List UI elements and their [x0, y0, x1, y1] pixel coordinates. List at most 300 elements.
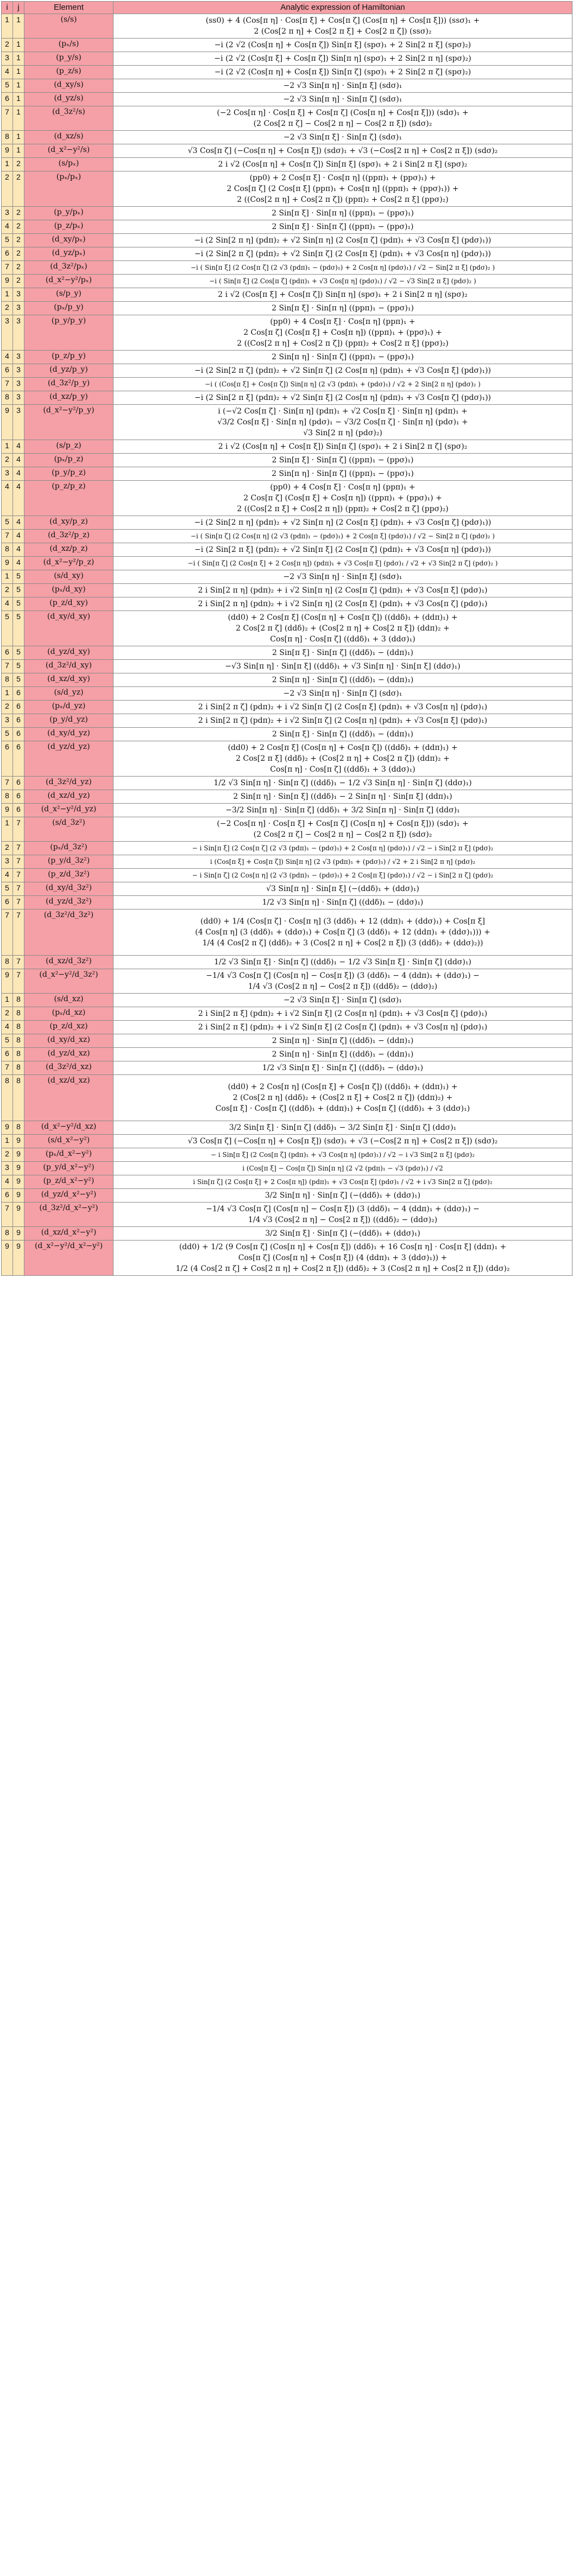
- row-i: 4: [2, 1175, 13, 1189]
- table-row: [2, 584, 572, 597]
- row-j: 5: [13, 646, 24, 660]
- table-row: [2, 1241, 572, 1276]
- row-i: 6: [2, 1189, 13, 1203]
- row-element: (d_yz/d_3z²): [24, 896, 114, 909]
- table-row: [2, 673, 572, 687]
- table-row: [2, 52, 572, 66]
- row-j: 4: [13, 516, 24, 530]
- row-expression: 2 i Sin[2 π ζ] (pdπ)₂ + i √2 Sin[π ζ] (2 Cos[π ξ] (pdπ)₁ + √3 Cos[π η] (pdσ)₁): [114, 701, 572, 714]
- row-i: 6: [2, 646, 13, 660]
- row-i: 5: [2, 516, 13, 530]
- table-row: [2, 454, 572, 467]
- row-j: 8: [13, 1021, 24, 1034]
- row-expression: −2 √3 Sin[π η] · Sin[π ξ] (sdσ)₁: [114, 79, 572, 93]
- row-element: (d_xy/s): [24, 79, 114, 93]
- row-j: 6: [13, 701, 24, 714]
- table-row: [2, 302, 572, 315]
- row-expression: 2 i √2 (Cos[π ξ] + Cos[π ζ]) Sin[π η] (spσ)₁ + 2 i Sin[2 π η] (spσ)₂: [114, 288, 572, 302]
- row-element: (d_3z²/d_3z²): [24, 909, 114, 956]
- row-element: (d_3z²/p_z): [24, 530, 114, 543]
- row-element: (s/p_z): [24, 440, 114, 454]
- row-element: (p_y/d_3z²): [24, 855, 114, 869]
- row-element: (d_xy/p_z): [24, 516, 114, 530]
- row-expression: −1/4 √3 Cos[π ζ] (Cos[π η] − Cos[π ξ]) (3 (ddδ)₁ − 4 (ddπ)₁ + (ddσ)₁) − 1/4 √3 (Cos[2 π η] − Cos[2 π ξ]) ((ddδ)₂ − (ddσ)₂): [114, 969, 572, 994]
- row-i: 1: [2, 14, 13, 39]
- row-expression: −2 √3 Sin[π ξ] · Sin[π ζ] (sdσ)₁: [114, 131, 572, 144]
- table-row: [2, 660, 572, 673]
- row-i: 8: [2, 543, 13, 557]
- row-j: 8: [13, 1048, 24, 1061]
- row-i: 1: [2, 288, 13, 302]
- row-expression: √3 Cos[π ζ] (−Cos[π η] + Cos[π ξ]) (sdσ)₁ + √3 (−Cos[2 π η] + Cos[2 π ξ]) (sdσ)₂: [114, 144, 572, 158]
- row-j: 3: [13, 364, 24, 378]
- row-j: 9: [13, 1203, 24, 1227]
- row-element: (d_3z²/p_y): [24, 378, 114, 391]
- row-element: (p_z/s): [24, 66, 114, 79]
- row-expression: 2 i Sin[2 π η] (pdπ)₂ + i √2 Sin[π η] (2 Cos[π ζ] (pdπ)₁ + √3 Cos[π ξ] (pdσ)₁): [114, 584, 572, 597]
- row-i: 2: [2, 701, 13, 714]
- row-element: (d_xy/d_3z²): [24, 882, 114, 896]
- row-element: (s/d_xy): [24, 570, 114, 584]
- row-i: 3: [2, 52, 13, 66]
- row-i: 6: [2, 741, 13, 777]
- row-i: 7: [2, 909, 13, 956]
- table-row: [2, 646, 572, 660]
- row-element: (pₓ/d_xy): [24, 584, 114, 597]
- row-j: 9: [13, 1189, 24, 1203]
- row-expression: 2 i Sin[2 π ξ] (pdπ)₂ + i √2 Sin[π ξ] (2 Cos[π η] (pdπ)₁ + √3 Cos[π ζ] (pdσ)₁): [114, 1007, 572, 1021]
- row-j: 1: [13, 79, 24, 93]
- row-i: 2: [2, 1007, 13, 1021]
- row-j: 4: [13, 557, 24, 570]
- header-j: j: [13, 2, 24, 14]
- row-j: 6: [13, 804, 24, 817]
- row-i: 4: [2, 869, 13, 882]
- row-j: 7: [13, 855, 24, 869]
- table-row: [2, 144, 572, 158]
- row-element: (d_yz/d_x²−y²): [24, 1189, 114, 1203]
- row-element: (d_yz/p_y): [24, 364, 114, 378]
- table-row: [2, 39, 572, 52]
- row-expression: 2 Sin[π ξ] · Sin[π ζ] ((ddδ)₁ − (ddπ)₁): [114, 646, 572, 660]
- row-j: 5: [13, 597, 24, 611]
- row-j: 6: [13, 714, 24, 728]
- row-element: (p_z/pₓ): [24, 220, 114, 234]
- row-i: 7: [2, 777, 13, 790]
- row-expression: −i (2 Sin[2 π ξ] (pdπ)₂ + √2 Sin[π ξ] (2 Cos[π η] (pdπ)₁ + √3 Cos[π ζ] (pdσ)₁)): [114, 391, 572, 405]
- row-element: (s/p_y): [24, 288, 114, 302]
- row-element: (d_3z²/d_x²−y²): [24, 1203, 114, 1227]
- row-expression: −i (2 √2 (Cos[π ξ] + Cos[π ζ]) Sin[π η] (spσ)₁ + 2 Sin[2 π η] (spσ)₂): [114, 52, 572, 66]
- row-element: (p_y/s): [24, 52, 114, 66]
- row-i: 3: [2, 855, 13, 869]
- table-row: [2, 570, 572, 584]
- row-expression: 3/2 Sin[π ξ] · Sin[π ζ] (−(ddδ)₁ + (ddσ)₁): [114, 1227, 572, 1241]
- table-row: [2, 855, 572, 869]
- row-i: 1: [2, 817, 13, 842]
- row-i: 6: [2, 896, 13, 909]
- row-element: (p_y/d_yz): [24, 714, 114, 728]
- row-j: 1: [13, 131, 24, 144]
- row-element: (p_y/p_y): [24, 315, 114, 351]
- row-i: 7: [2, 1061, 13, 1075]
- row-expression: −i ( Sin[π ξ] (2 Cos[π ζ] (pdπ)₁ + √3 Cos[π η] (pdσ)₁) / √2 − √3 Sin[2 π ξ] (pdσ)₂ ): [114, 275, 572, 288]
- table-row: [2, 1135, 572, 1148]
- row-i: 4: [2, 481, 13, 516]
- row-element: (pₓ/d_3z²): [24, 842, 114, 855]
- hamiltonian-table: [1, 1, 572, 1276]
- row-expression: i (Cos[π ξ] − Cos[π ζ]) Sin[π η] (2 √2 (pdπ)₁ − √3 (pdσ)₁) / √2: [114, 1162, 572, 1175]
- row-j: 7: [13, 956, 24, 969]
- table-row: [2, 131, 572, 144]
- row-expression: 2 i √2 (Cos[π η] + Cos[π ζ]) Sin[π ξ] (spσ)₁ + 2 i Sin[2 π ξ] (spσ)₂: [114, 158, 572, 171]
- table-row: [2, 1061, 572, 1075]
- row-expression: − i Sin[π ξ] (2 Cos[π ζ] (2 √3 (pdπ)₁ − (pdσ)₁) + 2 Cos[π η] (pdσ)₁) / √2 − i Sin[2 π ξ] (pdσ)₂: [114, 842, 572, 855]
- table-row: [2, 315, 572, 351]
- table-row: [2, 1121, 572, 1135]
- row-j: 7: [13, 869, 24, 882]
- table-row: [2, 969, 572, 994]
- row-expression: −i (2 √2 (Cos[π η] + Cos[π ζ]) Sin[π ξ] (spσ)₁ + 2 Sin[2 π ξ] (spσ)₂): [114, 39, 572, 52]
- row-i: 3: [2, 207, 13, 220]
- row-j: 9: [13, 1227, 24, 1241]
- row-i: 7: [2, 1203, 13, 1227]
- row-expression: −i (2 Sin[2 π ζ] (pdπ)₂ + √2 Sin[π ζ] (2 Cos[π ξ] (pdπ)₁ + √3 Cos[π η] (pdσ)₁)): [114, 247, 572, 261]
- row-i: 2: [2, 39, 13, 52]
- row-j: 9: [13, 1175, 24, 1189]
- row-i: 2: [2, 584, 13, 597]
- row-element: (d_xz/p_y): [24, 391, 114, 405]
- row-expression: −3/2 Sin[π η] · Sin[π ζ] (ddδ)₁ + 3/2 Sin[π η] · Sin[π ζ] (ddσ)₁: [114, 804, 572, 817]
- row-j: 1: [13, 39, 24, 52]
- row-expression: −i ( (Cos[π ξ] + Cos[π ζ]) Sin[π η] (2 √3 (pdπ)₁ + (pdσ)₁) / √2 + 2 Sin[2 π η] (pdσ)₂ ): [114, 378, 572, 391]
- row-expression: −2 √3 Sin[π η] · Sin[π ζ] (sdσ)₁: [114, 687, 572, 701]
- row-j: 8: [13, 1007, 24, 1021]
- table-row: [2, 351, 572, 364]
- row-expression: i (Cos[π ξ] + Cos[π ζ]) Sin[π η] (2 √3 (pdπ)₁ + (pdσ)₁) / √2 + 2 i Sin[2 π η] (pdσ)₂: [114, 855, 572, 869]
- row-i: 2: [2, 1148, 13, 1162]
- row-expression: −i (2 √2 (Cos[π η] + Cos[π ξ]) Sin[π ζ] (spσ)₁ + 2 Sin[2 π ζ] (spσ)₂): [114, 66, 572, 79]
- table-row: [2, 234, 572, 247]
- row-element: (pₓ/d_xz): [24, 1007, 114, 1021]
- row-j: 2: [13, 171, 24, 207]
- row-i: 5: [2, 79, 13, 93]
- table-row: [2, 1021, 572, 1034]
- table-row: [2, 275, 572, 288]
- row-expression: i (−√2 Cos[π ζ] · Sin[π η] (pdπ)₁ + √2 Cos[π ξ] · Sin[π η] (pdπ)₁ + √3/2 Cos[π ξ] · Sin[π η] (pdσ)₁ − √3/2 Cos[π ζ] · Sin[π η] (pdσ)₁ + √3 Sin[2 π η] (pdσ)₂): [114, 405, 572, 440]
- row-expression: 2 i Sin[2 π ζ] (pdπ)₂ + i √2 Sin[π ζ] (2 Cos[π η] (pdπ)₁ + √3 Cos[π ξ] (pdσ)₁): [114, 714, 572, 728]
- row-expression: 2 Sin[π η] · Sin[π ζ] ((ppπ)₁ − (ppσ)₁): [114, 351, 572, 364]
- row-expression: (dd0) + 1/2 (9 Cos[π ζ] (Cos[π η] + Cos[π ξ]) (ddδ)₁ + 16 Cos[π η] · Cos[π ξ] (ddπ)₁ + Cos[π ζ] (Cos[π η] + Cos[π ξ]) (4 (ddπ)₁ + 3 (ddσ)₁)) + 1/2 (4 Cos[2 π ζ] + Cos[2 π η] + Cos[2 π ξ]) (ddδ)₂ + 3 (Cos[2 π η] + Cos[2 π ξ]) (ddσ)₂: [114, 1241, 572, 1276]
- row-expression: 2 Sin[π ξ] · Sin[π ζ] ((ppπ)₁ − (ppσ)₁): [114, 454, 572, 467]
- row-expression: −√3 Sin[π η] · Sin[π ξ] ((ddδ)₁ + √3 Sin[π η] · Sin[π ξ] (ddσ)₁): [114, 660, 572, 673]
- table-row: [2, 93, 572, 106]
- row-j: 2: [13, 207, 24, 220]
- row-j: 1: [13, 52, 24, 66]
- row-j: 8: [13, 1034, 24, 1048]
- row-expression: − i Sin[π ξ] (2 Cos[π ζ] (pdπ)₁ + √3 Cos[π η] (pdσ)₁) / √2 − i √3 Sin[2 π ξ] (pdσ)₂: [114, 1148, 572, 1162]
- row-j: 2: [13, 234, 24, 247]
- header-element: Element: [24, 2, 114, 14]
- row-expression: 2 Sin[π ξ] · Sin[π ζ] ((ddδ)₁ − (ddπ)₁): [114, 728, 572, 741]
- row-expression: (−2 Cos[π η] · Cos[π ξ] + Cos[π ζ] (Cos[π η] + Cos[π ξ])) (sdσ)₁ + (2 Cos[2 π ζ] − Cos[2 π η] − Cos[2 π ξ]) (sdσ)₂: [114, 817, 572, 842]
- table-row: [2, 207, 572, 220]
- table-row: [2, 896, 572, 909]
- row-element: (d_3z²/d_xy): [24, 660, 114, 673]
- row-i: 2: [2, 171, 13, 207]
- row-element: (pₓ/d_x²−y²): [24, 1148, 114, 1162]
- row-i: 4: [2, 1021, 13, 1034]
- row-i: 7: [2, 378, 13, 391]
- table-row: [2, 1048, 572, 1061]
- row-i: 3: [2, 714, 13, 728]
- row-j: 6: [13, 790, 24, 804]
- table-row: [2, 467, 572, 481]
- table-row: [2, 597, 572, 611]
- row-j: 7: [13, 817, 24, 842]
- row-element: (d_xy/pₓ): [24, 234, 114, 247]
- row-element: (p_y/d_x²−y²): [24, 1162, 114, 1175]
- row-element: (d_x²−y²/d_x²−y²): [24, 1241, 114, 1276]
- row-expression: −i (2 Sin[2 π η] (pdπ)₂ + √2 Sin[π η] (2 Cos[π ζ] (pdπ)₁ + √3 Cos[π ξ] (pdσ)₁)): [114, 234, 572, 247]
- row-expression: −i (2 Sin[2 π η] (pdπ)₂ + √2 Sin[π η] (2 Cos[π ξ] (pdπ)₁ + √3 Cos[π ζ] (pdσ)₁)): [114, 516, 572, 530]
- row-i: 9: [2, 969, 13, 994]
- table-row: [2, 220, 572, 234]
- table-row: [2, 1007, 572, 1021]
- row-i: 8: [2, 790, 13, 804]
- table-row: [2, 378, 572, 391]
- row-i: 5: [2, 611, 13, 646]
- table-row: [2, 1034, 572, 1048]
- row-j: 5: [13, 584, 24, 597]
- row-j: 8: [13, 1061, 24, 1075]
- row-expression: 1/2 √3 Sin[π ξ] · Sin[π ζ] ((ddδ)₁ − (ddσ)₁): [114, 1061, 572, 1075]
- row-element: (d_x²−y²/d_yz): [24, 804, 114, 817]
- row-i: 9: [2, 557, 13, 570]
- row-expression: − i Sin[π ζ] (2 Cos[π η] (2 √3 (pdπ)₁ − (pdσ)₁) + 2 Cos[π ξ] (pdσ)₁) / √2 − i Sin[2 π ζ] (pdσ)₂: [114, 869, 572, 882]
- row-element: (d_xy/d_xy): [24, 611, 114, 646]
- row-i: 8: [2, 1227, 13, 1241]
- row-element: (d_yz/d_xz): [24, 1048, 114, 1061]
- row-i: 4: [2, 597, 13, 611]
- row-element: (d_x²−y²/p_y): [24, 405, 114, 440]
- row-i: 9: [2, 1241, 13, 1276]
- row-j: 1: [13, 93, 24, 106]
- row-j: 4: [13, 530, 24, 543]
- table-row: [2, 516, 572, 530]
- table-row: [2, 714, 572, 728]
- row-expression: 1/2 √3 Sin[π η] · Sin[π ζ] ((ddδ)₁ − (ddσ)₁): [114, 896, 572, 909]
- row-expression: 3/2 Sin[π ξ] · Sin[π ζ] (ddδ)₁ − 3/2 Sin[π ξ] · Sin[π ζ] (ddσ)₁: [114, 1121, 572, 1135]
- row-expression: 2 Sin[π ξ] · Sin[π ζ] ((ppπ)₁ − (ppσ)₁): [114, 220, 572, 234]
- row-i: 3: [2, 467, 13, 481]
- row-element: (d_x²−y²/p_z): [24, 557, 114, 570]
- row-i: 9: [2, 804, 13, 817]
- row-j: 3: [13, 302, 24, 315]
- row-element: (d_xz/d_x²−y²): [24, 1227, 114, 1241]
- table-row: [2, 79, 572, 93]
- row-i: 1: [2, 1135, 13, 1148]
- row-expression: 2 Sin[π η] · Sin[π ξ] ((ddδ)₁ − (ddπ)₁): [114, 1048, 572, 1061]
- row-i: 2: [2, 454, 13, 467]
- row-j: 2: [13, 158, 24, 171]
- table-row: [2, 14, 572, 39]
- row-expression: (dd0) + 2 Cos[π ξ] (Cos[π η] + Cos[π ζ]) ((ddδ)₁ + (ddπ)₁) + 2 Cos[2 π ζ] (ddδ)₂ + (Cos[2 π η] + Cos[2 π ξ]) (ddπ)₂ + Cos[π η] · Cos[π ζ] ((ddδ)₁ + 3 (ddσ)₁): [114, 611, 572, 646]
- table-row: [2, 817, 572, 842]
- row-expression: −i ( Sin[π ζ] (2 Cos[π η] (2 √3 (pdπ)₁ − (pdσ)₁) + 2 Cos[π ξ] (pdσ)₁) / √2 − Sin[2 π ζ] (pdσ)₂ ): [114, 530, 572, 543]
- table-row: [2, 741, 572, 777]
- table-row: [2, 842, 572, 855]
- row-expression: −2 √3 Sin[π η] · Sin[π ζ] (sdσ)₁: [114, 93, 572, 106]
- row-j: 8: [13, 1121, 24, 1135]
- row-element: (p_z/d_xz): [24, 1021, 114, 1034]
- row-expression: √3 Cos[π ζ] (−Cos[π η] + Cos[π ξ]) (sdσ)₁ + √3 (−Cos[2 π η] + Cos[2 π ξ]) (sdσ)₂: [114, 1135, 572, 1148]
- row-expression: 2 i Sin[2 π ξ] (pdπ)₂ + i √2 Sin[π ξ] (2 Cos[π ζ] (pdπ)₁ + √3 Cos[π η] (pdσ)₁): [114, 1021, 572, 1034]
- row-j: 5: [13, 570, 24, 584]
- table-row: [2, 405, 572, 440]
- row-expression: √3 Sin[π η] · Sin[π ξ] (−(ddδ)₁ + (ddσ)₁): [114, 882, 572, 896]
- table-row: [2, 543, 572, 557]
- row-i: 8: [2, 956, 13, 969]
- table-row: [2, 440, 572, 454]
- row-j: 4: [13, 440, 24, 454]
- row-element: (s/pₓ): [24, 158, 114, 171]
- row-expression: i Sin[π ζ] (2 Cos[π ξ] + 2 Cos[π η]) (pdπ)₁ + √3 Cos[π ξ] (pdσ)₁ / √2 + i √3 Sin[2 π ζ] (pdσ)₂: [114, 1175, 572, 1189]
- table-row: [2, 391, 572, 405]
- row-expression: −2 √3 Sin[π η] · Sin[π ξ] (sdσ)₁: [114, 570, 572, 584]
- row-element: (d_yz/d_xy): [24, 646, 114, 660]
- row-element: (d_3z²/s): [24, 106, 114, 131]
- row-element: (d_x²−y²/s): [24, 144, 114, 158]
- row-j: 9: [13, 1148, 24, 1162]
- row-element: (pₓ/p_z): [24, 454, 114, 467]
- row-j: 9: [13, 1241, 24, 1276]
- row-element: (p_z/p_z): [24, 481, 114, 516]
- table-row: [2, 261, 572, 275]
- table-row: [2, 882, 572, 896]
- table-row: [2, 288, 572, 302]
- table-body: [2, 14, 572, 1276]
- row-expression: −i ( Sin[π ζ] (2 Cos[π ξ] + 2 Cos[π η]) (pdπ)₁ + √3 Cos[π ξ] (pdσ)₁ / √2 + √3 Sin[2 π ζ] (pdσ)₂ ): [114, 557, 572, 570]
- row-expression: 2 Sin[π η] · Sin[π ξ] ((ddδ)₁ − 2 Sin[π η] · Sin[π ξ] (ddπ)₁): [114, 790, 572, 804]
- row-j: 4: [13, 467, 24, 481]
- table-row: [2, 777, 572, 790]
- row-i: 7: [2, 530, 13, 543]
- row-element: (s/s): [24, 14, 114, 39]
- row-expression: 2 Sin[π ξ] · Sin[π η] ((ppπ)₁ − (ppσ)₁): [114, 207, 572, 220]
- table-row: [2, 611, 572, 646]
- row-element: (s/d_xz): [24, 994, 114, 1007]
- row-i: 8: [2, 391, 13, 405]
- row-j: 2: [13, 275, 24, 288]
- row-expression: 2 Sin[π η] · Sin[π ζ] ((ddδ)₁ − (ddπ)₁): [114, 1034, 572, 1048]
- header-row: [2, 2, 572, 14]
- row-i: 7: [2, 660, 13, 673]
- table-row: [2, 994, 572, 1007]
- row-element: (d_xz/d_xz): [24, 1075, 114, 1121]
- table-row: [2, 804, 572, 817]
- row-i: 5: [2, 234, 13, 247]
- row-element: (p_z/d_xy): [24, 597, 114, 611]
- row-element: (d_3z²/d_xz): [24, 1061, 114, 1075]
- row-j: 4: [13, 454, 24, 467]
- row-i: 1: [2, 158, 13, 171]
- row-i: 8: [2, 131, 13, 144]
- row-expression: 2 i Sin[2 π η] (pdπ)₂ + i √2 Sin[π η] (2 Cos[π ξ] (pdπ)₁ + √3 Cos[π ζ] (pdσ)₁): [114, 597, 572, 611]
- table-row: [2, 364, 572, 378]
- row-j: 1: [13, 66, 24, 79]
- row-j: 1: [13, 14, 24, 39]
- table-row: [2, 1189, 572, 1203]
- row-element: (d_xz/d_yz): [24, 790, 114, 804]
- row-i: 3: [2, 1162, 13, 1175]
- row-j: 2: [13, 247, 24, 261]
- table-row: [2, 1227, 572, 1241]
- row-element: (d_yz/d_yz): [24, 741, 114, 777]
- table-row: [2, 909, 572, 956]
- row-expression: (dd0) + 2 Cos[π η] (Cos[π ξ] + Cos[π ζ]) ((ddδ)₁ + (ddπ)₁) + 2 (Cos[2 π η] (ddδ)₂ + (Cos[2 π ξ] + Cos[2 π ζ]) (ddπ)₂) + Cos[π ξ] · Cos[π ζ] ((ddδ)₁ + (ddπ)₁) + Cos[π ζ] ((ddδ)₁ + 3 (ddσ)₁): [114, 1075, 572, 1121]
- row-element: (d_x²−y²/d_xz): [24, 1121, 114, 1135]
- header-i: i: [2, 2, 13, 14]
- row-element: (p_z/d_3z²): [24, 869, 114, 882]
- row-j: 3: [13, 351, 24, 364]
- row-j: 5: [13, 611, 24, 646]
- header-expression: Analytic expression of Hamiltonian: [114, 2, 572, 14]
- row-i: 4: [2, 220, 13, 234]
- row-i: 1: [2, 570, 13, 584]
- row-i: 2: [2, 842, 13, 855]
- row-expression: (ss0) + 4 (Cos[π η] · Cos[π ξ] + Cos[π ζ] (Cos[π η] + Cos[π ξ])) (ssσ)₁ + 2 (Cos[2 π η] + Cos[2 π ξ] + Cos[2 π ζ]) (ssσ)₂: [114, 14, 572, 39]
- row-i: 1: [2, 440, 13, 454]
- row-element: (d_xy/d_yz): [24, 728, 114, 741]
- row-j: 6: [13, 728, 24, 741]
- table-row: [2, 171, 572, 207]
- row-element: (d_yz/pₓ): [24, 247, 114, 261]
- row-j: 7: [13, 896, 24, 909]
- row-j: 3: [13, 391, 24, 405]
- row-i: 8: [2, 1075, 13, 1121]
- table-row: [2, 557, 572, 570]
- row-j: 8: [13, 1075, 24, 1121]
- row-element: (s/d_x²−y²): [24, 1135, 114, 1148]
- row-element: (p_z/d_x²−y²): [24, 1175, 114, 1189]
- row-j: 2: [13, 261, 24, 275]
- row-j: 3: [13, 288, 24, 302]
- table-row: [2, 481, 572, 516]
- row-j: 6: [13, 741, 24, 777]
- row-expression: (−2 Cos[π η] · Cos[π ξ] + Cos[π ζ] (Cos[π η] + Cos[π ξ])) (sdσ)₁ + (2 Cos[2 π ζ] − Cos[2 π η] − Cos[2 π ξ]) (sdσ)₂: [114, 106, 572, 131]
- table-row: [2, 701, 572, 714]
- row-i: 9: [2, 1121, 13, 1135]
- row-j: 3: [13, 315, 24, 351]
- row-i: 1: [2, 994, 13, 1007]
- row-expression: 2 Sin[π η] · Sin[π ζ] ((ddδ)₁ − (ddπ)₁): [114, 673, 572, 687]
- row-expression: −2 √3 Sin[π ξ] · Sin[π ζ] (sdσ)₁: [114, 994, 572, 1007]
- row-expression: (dd0) + 2 Cos[π ξ] (Cos[π η] + Cos[π ζ]) ((ddδ)₁ + (ddπ)₁) + 2 Cos[2 π ξ] (ddδ)₂ + (Cos[2 π η] + Cos[2 π ζ]) (ddπ)₂ + Cos[π η] · Cos[π ζ] ((ddδ)₁ + 3 (ddσ)₁): [114, 741, 572, 777]
- row-j: 7: [13, 909, 24, 956]
- row-element: (d_x²−y²/pₓ): [24, 275, 114, 288]
- row-j: 3: [13, 378, 24, 391]
- row-element: (d_3z²/pₓ): [24, 261, 114, 275]
- row-element: (d_yz/s): [24, 93, 114, 106]
- row-i: 9: [2, 144, 13, 158]
- row-element: (p_z/p_y): [24, 351, 114, 364]
- row-j: 1: [13, 106, 24, 131]
- row-j: 9: [13, 1162, 24, 1175]
- row-expression: (pp0) + 4 Cos[π ξ] · Cos[π η] (ppπ)₁ + 2 Cos[π ζ] (Cos[π ξ] + Cos[π η]) ((ppπ)₁ + (ppσ)₁) + 2 ((Cos[2 π η] + Cos[2 π ζ]) (ppπ)₂ + Cos[2 π ξ] (ppσ)₂): [114, 315, 572, 351]
- row-j: 6: [13, 687, 24, 701]
- row-j: 1: [13, 144, 24, 158]
